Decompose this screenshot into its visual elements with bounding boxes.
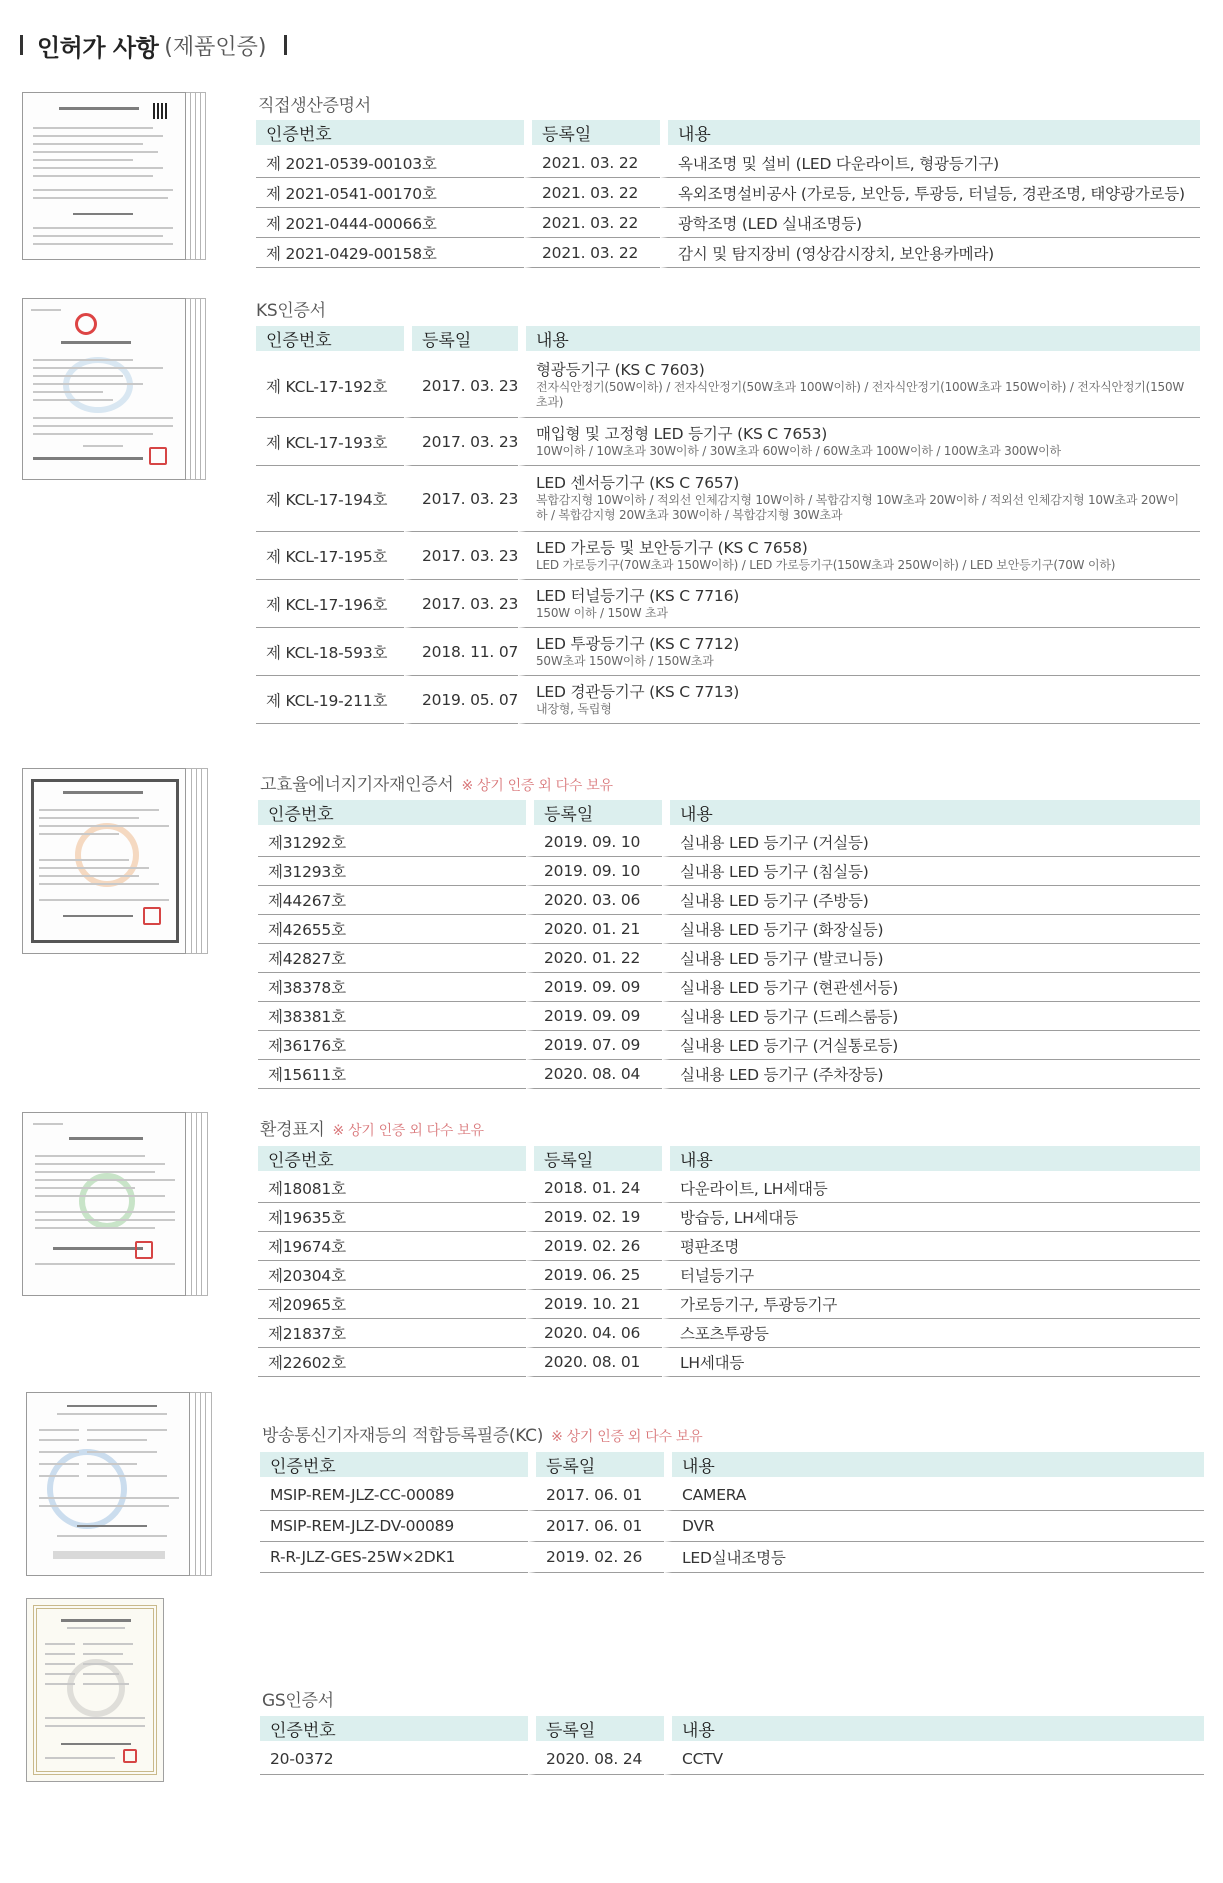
header-cert-number: 인증번호: [256, 120, 524, 148]
cell-reg-date: 2020. 01. 21: [526, 915, 662, 944]
cell-content: LH세대등: [662, 1348, 1200, 1377]
header-reg-date: 등록일: [524, 120, 660, 148]
cell-content: 실내용 LED 등기구 (주방등): [662, 886, 1200, 915]
cell-reg-date: 2017. 06. 01: [528, 1511, 664, 1542]
cell-cert-number: 제42827호: [258, 944, 526, 973]
cell-reg-date: 2019. 02. 19: [526, 1203, 662, 1232]
cell-cert-number: 제18081호: [258, 1174, 526, 1203]
cell-content: 실내용 LED 등기구 (현관센서등): [662, 973, 1200, 1002]
cell-content: 방습등, LH세대등: [662, 1203, 1200, 1232]
section-note: ※ 상기 인증 외 다수 보유: [461, 778, 613, 794]
cell-reg-date: 2020. 08. 24: [528, 1744, 664, 1775]
section-title: 직접생산증명서: [258, 96, 371, 116]
cell-cert-number: 제 2021-0444-00066호: [256, 208, 524, 238]
certificate-thumbnail-kc: [26, 1392, 212, 1576]
table-row: [258, 944, 1200, 973]
cell-reg-date: 2020. 04. 06: [526, 1319, 662, 1348]
section-note: ※ 상기 인증 외 다수 보유: [551, 1429, 703, 1445]
cell-cert-number: 제36176호: [258, 1031, 526, 1060]
cell-reg-date: 2019. 10. 21: [526, 1290, 662, 1319]
cell-reg-date: 2021. 03. 22: [524, 208, 660, 238]
cell-content: [518, 354, 1200, 418]
content-detail: 10W이하 / 10W초과 30W이하 / 30W초과 60W이하 / 60W초과 100W이하 / 100W초과 300W이하: [536, 443, 1061, 458]
certificate-thumbnail-gs: [26, 1598, 164, 1782]
header-cert-number: 인증번호: [256, 326, 404, 354]
table-row: [260, 1480, 1204, 1511]
cell-cert-number: 제20965호: [258, 1290, 526, 1319]
cell-cert-number: 제31293호: [258, 857, 526, 886]
header-content: 내용: [662, 1146, 1200, 1174]
cell-content: 터널등기구: [662, 1261, 1200, 1290]
header-content: 내용: [518, 326, 1200, 354]
section-title: 고효율에너지기자재인증서 ※ 상기 인증 외 다수 보유: [260, 775, 613, 795]
table-row: [260, 1542, 1204, 1573]
table-row: [258, 1319, 1200, 1348]
cell-reg-date: 2017. 03. 23: [404, 418, 518, 466]
content-detail: 내장형, 독립형: [536, 701, 612, 716]
cell-cert-number: 제44267호: [258, 886, 526, 915]
certificate-thumbnail-eco: [22, 1112, 208, 1296]
page-title: [18, 28, 287, 62]
table-row: [258, 1174, 1200, 1203]
cell-content: 광학조명 (LED 실내조명등): [660, 208, 1200, 238]
cell-content: 실내용 LED 등기구 (발코니등): [662, 944, 1200, 973]
cell-cert-number: 20-0372: [260, 1744, 528, 1775]
cell-content: 스포츠투광등: [662, 1319, 1200, 1348]
table-row: [256, 580, 1200, 628]
table-row: [258, 1060, 1200, 1089]
cell-content: [518, 580, 1200, 628]
header-content: 내용: [664, 1716, 1204, 1744]
title-bar-right: [284, 35, 287, 55]
header-cert-number: 인증번호: [258, 800, 526, 828]
content-detail: 복합감지형 10W이하 / 적외선 인체감지형 10W이하 / 복합감지형 10W초과 20W이하 / 적외선 인체감지형 10W초과 20W이하 / 복합감지형 20W초과 30W이하 / 복합감지형 30W초과: [536, 493, 1179, 522]
cell-cert-number: 제 KCL-19-211호: [256, 676, 404, 724]
eco-label-table: [258, 1146, 1200, 1377]
table-row: [256, 178, 1200, 208]
cell-cert-number: 제15611호: [258, 1060, 526, 1089]
cell-content: 감시 및 탐지장비 (영상감시장치, 보안용카메라): [660, 238, 1200, 268]
table-row: [258, 1031, 1200, 1060]
section-title: 방송통신기자재등의 적합등록필증(KC) ※ 상기 인증 외 다수 보유: [262, 1426, 703, 1446]
energy-efficiency-table: [258, 800, 1200, 1089]
content-title: LED 투광등기구 (KS C 7712): [536, 634, 740, 653]
table-row: [258, 973, 1200, 1002]
cell-cert-number: 제31292호: [258, 828, 526, 857]
header-content: 내용: [664, 1452, 1204, 1480]
content-title: 형광등기구 (KS C 7603): [536, 361, 705, 379]
header-reg-date: 등록일: [528, 1452, 664, 1480]
cell-content: [518, 676, 1200, 724]
table-row: [256, 532, 1200, 580]
kc-table: [260, 1452, 1204, 1573]
table-row: [258, 1002, 1200, 1031]
cell-cert-number: 제 KCL-17-192호: [256, 354, 404, 418]
cell-cert-number: MSIP-REM-JLZ-CC-00089: [260, 1480, 528, 1511]
page-title-sub: (제품인증): [164, 34, 267, 60]
cell-reg-date: 2020. 08. 01: [526, 1348, 662, 1377]
table-row: [258, 1232, 1200, 1261]
content-detail: 50W초과 150W이하 / 150W초과: [536, 653, 714, 668]
ks-table: [256, 326, 1200, 724]
header-content: 내용: [660, 120, 1200, 148]
cell-cert-number: 제19635호: [258, 1203, 526, 1232]
cell-cert-number: 제42655호: [258, 915, 526, 944]
table-row: [258, 915, 1200, 944]
section-note: ※ 상기 인증 외 다수 보유: [332, 1123, 484, 1139]
cell-reg-date: 2019. 07. 09: [526, 1031, 662, 1060]
cell-cert-number: 제 KCL-17-193호: [256, 418, 404, 466]
table-row: [256, 354, 1200, 418]
content-title: 매입형 및 고정형 LED 등기구 (KS C 7653): [536, 424, 828, 443]
table-row: [258, 1290, 1200, 1319]
cell-reg-date: 2020. 08. 04: [526, 1060, 662, 1089]
cell-cert-number: 제 KCL-17-195호: [256, 532, 404, 580]
cell-reg-date: 2018. 11. 07: [404, 628, 518, 676]
cell-content: DVR: [664, 1511, 1204, 1542]
cell-cert-number: 제38381호: [258, 1002, 526, 1031]
cell-reg-date: 2019. 02. 26: [528, 1542, 664, 1573]
table-row: [256, 238, 1200, 268]
title-bar-left: [20, 35, 23, 55]
cell-cert-number: 제38378호: [258, 973, 526, 1002]
content-title: LED 경관등기구 (KS C 7713): [536, 682, 740, 701]
table-row: [256, 208, 1200, 238]
table-row: [258, 1348, 1200, 1377]
cell-cert-number: MSIP-REM-JLZ-DV-00089: [260, 1511, 528, 1542]
cell-reg-date: 2017. 03. 23: [404, 532, 518, 580]
gs-table: [260, 1716, 1204, 1775]
content-title: LED 센서등기구 (KS C 7657): [536, 474, 740, 492]
cell-reg-date: 2021. 03. 22: [524, 148, 660, 178]
content-detail: 전자식안정기(50W이하) / 전자식안정기(50W초과 100W이하) / 전자식안정기(100W초과 150W이하) / 전자식안정기(150W초과): [536, 380, 1185, 409]
cell-content: [518, 532, 1200, 580]
cell-content: 실내용 LED 등기구 (화장실등): [662, 915, 1200, 944]
section-title: GS인증서: [262, 1691, 334, 1711]
cell-reg-date: 2019. 09. 09: [526, 1002, 662, 1031]
table-row: [258, 857, 1200, 886]
cell-reg-date: 2020. 01. 22: [526, 944, 662, 973]
cell-cert-number: 제21837호: [258, 1319, 526, 1348]
table-row: [260, 1511, 1204, 1542]
table-row: [256, 418, 1200, 466]
cell-cert-number: 제 2021-0539-00103호: [256, 148, 524, 178]
cell-content: 옥외조명설비공사 (가로등, 보안등, 투광등, 터널등, 경관조명, 태양광가로등): [660, 178, 1200, 208]
cell-content: 실내용 LED 등기구 (침실등): [662, 857, 1200, 886]
cell-content: 다운라이트, LH세대등: [662, 1174, 1200, 1203]
cell-cert-number: 제22602호: [258, 1348, 526, 1377]
table-row: [256, 466, 1200, 532]
cell-cert-number: 제 2021-0541-00170호: [256, 178, 524, 208]
cell-cert-number: R-R-JLZ-GES-25W×2DK1: [260, 1542, 528, 1573]
cell-content: 실내용 LED 등기구 (드레스룸등): [662, 1002, 1200, 1031]
direct-production-table: [256, 120, 1200, 268]
table-row: [258, 1203, 1200, 1232]
content-detail: 150W 이하 / 150W 초과: [536, 605, 668, 620]
section-title: KS인증서: [256, 301, 326, 321]
table-row: [258, 886, 1200, 915]
cell-reg-date: 2019. 09. 09: [526, 973, 662, 1002]
cell-content: 평판조명: [662, 1232, 1200, 1261]
content-title: LED 가로등 및 보안등기구 (KS C 7658): [536, 538, 808, 557]
page-title-main: 인허가 사항: [37, 33, 159, 62]
cell-cert-number: 제 KCL-18-593호: [256, 628, 404, 676]
header-reg-date: 등록일: [526, 1146, 662, 1174]
table-row: [256, 148, 1200, 178]
header-reg-date: 등록일: [404, 326, 518, 354]
table-row: [256, 628, 1200, 676]
certificate-thumbnail-energy: [22, 768, 208, 954]
table-row: [256, 676, 1200, 724]
cell-reg-date: 2017. 03. 23: [404, 466, 518, 532]
cell-reg-date: 2017. 03. 23: [404, 354, 518, 418]
cell-content: 실내용 LED 등기구 (거실통로등): [662, 1031, 1200, 1060]
cell-content: 실내용 LED 등기구 (주차장등): [662, 1060, 1200, 1089]
cell-content: 실내용 LED 등기구 (거실등): [662, 828, 1200, 857]
cell-reg-date: 2017. 03. 23: [404, 580, 518, 628]
cell-reg-date: 2017. 06. 01: [528, 1480, 664, 1511]
cell-reg-date: 2021. 03. 22: [524, 238, 660, 268]
cell-reg-date: 2019. 09. 10: [526, 857, 662, 886]
cell-cert-number: 제 KCL-17-194호: [256, 466, 404, 532]
cell-reg-date: 2019. 02. 26: [526, 1232, 662, 1261]
content-title: LED 터널등기구 (KS C 7716): [536, 586, 740, 605]
header-cert-number: 인증번호: [260, 1452, 528, 1480]
cell-content: CAMERA: [664, 1480, 1204, 1511]
cell-content: 옥내조명 및 설비 (LED 다운라이트, 형광등기구): [660, 148, 1200, 178]
table-row: [260, 1744, 1204, 1775]
header-reg-date: 등록일: [526, 800, 662, 828]
header-cert-number: 인증번호: [258, 1146, 526, 1174]
cell-content: 가로등기구, 투광등기구: [662, 1290, 1200, 1319]
cell-reg-date: 2020. 03. 06: [526, 886, 662, 915]
cell-content: [518, 466, 1200, 532]
header-reg-date: 등록일: [528, 1716, 664, 1744]
cell-content: LED실내조명등: [664, 1542, 1204, 1573]
header-cert-number: 인증번호: [260, 1716, 528, 1744]
cell-content: CCTV: [664, 1744, 1204, 1775]
cell-reg-date: 2021. 03. 22: [524, 178, 660, 208]
cell-content: [518, 628, 1200, 676]
cell-cert-number: 제 KCL-17-196호: [256, 580, 404, 628]
content-detail: LED 가로등기구(70W초과 150W이하) / LED 가로등기구(150W초과 250W이하) / LED 보안등기구(70W 이하): [536, 557, 1116, 572]
cell-reg-date: 2019. 05. 07: [404, 676, 518, 724]
table-row: [258, 828, 1200, 857]
cell-content: [518, 418, 1200, 466]
cell-cert-number: 제 2021-0429-00158호: [256, 238, 524, 268]
section-title: 환경표지 ※ 상기 인증 외 다수 보유: [260, 1120, 484, 1140]
certificate-thumbnail-ks: [22, 298, 206, 480]
cell-reg-date: 2019. 09. 10: [526, 828, 662, 857]
header-content: 내용: [662, 800, 1200, 828]
cell-reg-date: 2019. 06. 25: [526, 1261, 662, 1290]
cell-reg-date: 2018. 01. 24: [526, 1174, 662, 1203]
cell-cert-number: 제19674호: [258, 1232, 526, 1261]
certificate-thumbnail-direct: [22, 92, 206, 260]
cell-cert-number: 제20304호: [258, 1261, 526, 1290]
table-row: [258, 1261, 1200, 1290]
